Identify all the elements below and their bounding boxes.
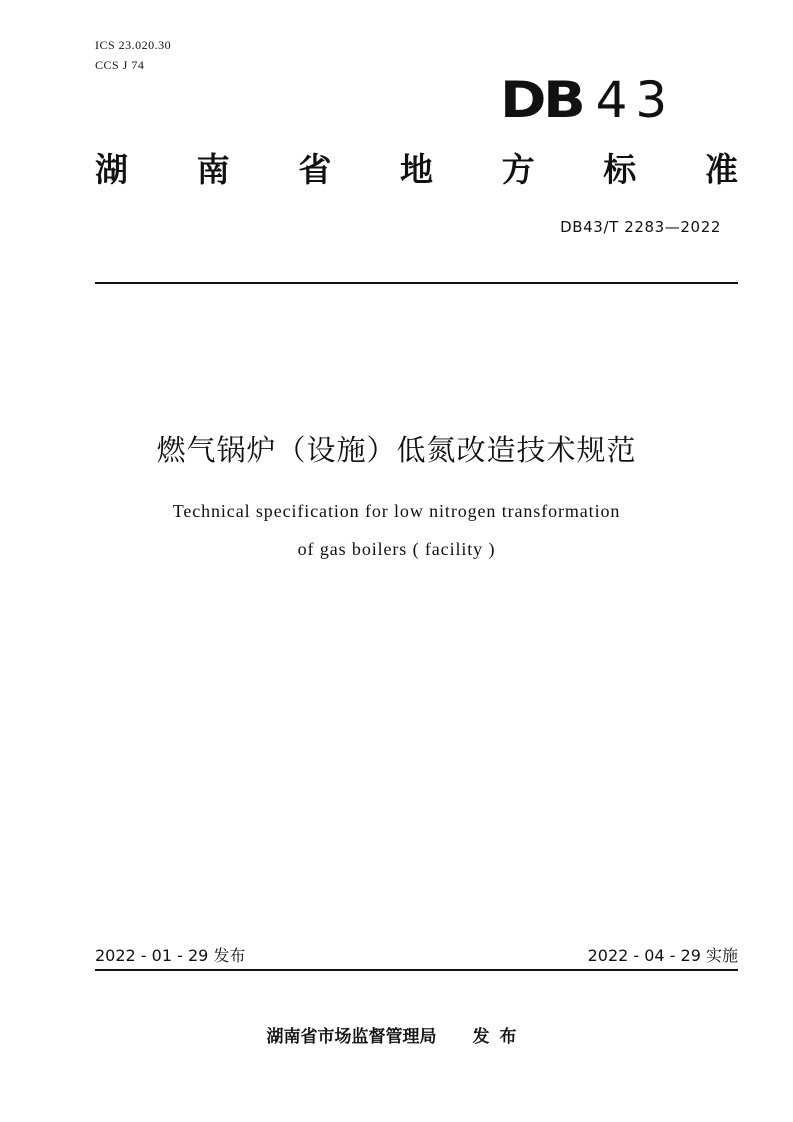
logo-letters: DB bbox=[500, 71, 583, 129]
publisher-line bbox=[0, 1026, 793, 1048]
title-chinese: 燃气锅炉（设施）低氮改造技术规范 bbox=[156, 433, 637, 467]
title-english-line-2: of gas boilers ( facility ) bbox=[297, 539, 496, 559]
publisher-name: 湖南省市场监督管理局 bbox=[266, 1027, 437, 1047]
ccs-code: CCS J 74 bbox=[95, 58, 145, 72]
top-divider bbox=[95, 282, 738, 284]
publisher-action: 发布 bbox=[472, 1027, 527, 1047]
bottom-divider bbox=[95, 969, 738, 971]
standard-type-char: 方 bbox=[501, 150, 535, 189]
standard-type-char: 省 bbox=[298, 150, 332, 189]
standard-type-heading bbox=[95, 150, 738, 190]
standard-type-char: 地 bbox=[399, 150, 433, 189]
standard-type-char: 准 bbox=[704, 150, 738, 189]
standard-number: DB43/T 2283—2022 bbox=[560, 218, 721, 236]
logo-number: 43 bbox=[595, 71, 676, 129]
db-logo bbox=[500, 71, 676, 129]
standard-type-char: 南 bbox=[196, 150, 230, 189]
issue-date: 2022 - 01 - 29 发布 bbox=[95, 946, 246, 965]
ics-code: ICS 23.020.30 bbox=[95, 38, 172, 52]
standard-type-char: 标 bbox=[603, 150, 637, 189]
implementation-date: 2022 - 04 - 29 实施 bbox=[587, 946, 738, 965]
standard-type-char: 湖 bbox=[95, 150, 128, 189]
title-english-line-1: Technical specification for low nitrogen transformation bbox=[172, 501, 621, 521]
